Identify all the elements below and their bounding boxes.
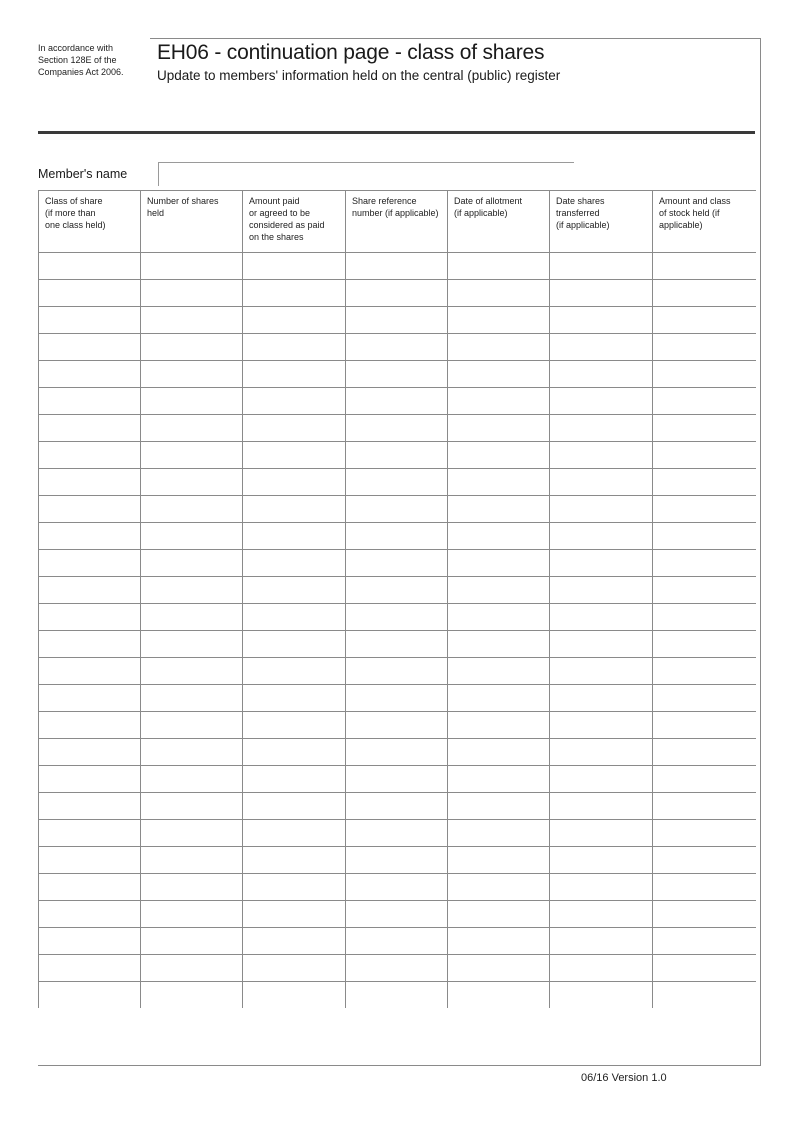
table-cell[interactable] — [653, 874, 756, 901]
table-cell[interactable] — [346, 631, 448, 658]
table-row — [39, 388, 756, 415]
table-cell[interactable] — [448, 955, 550, 982]
table-cell[interactable] — [653, 388, 756, 415]
table-cell[interactable] — [653, 685, 756, 712]
table-row — [39, 928, 756, 955]
table-cell[interactable] — [243, 901, 346, 928]
table-cell[interactable] — [550, 604, 653, 631]
version-label: 06/16 Version 1.0 — [581, 1072, 667, 1084]
table-row — [39, 496, 756, 523]
table-cell[interactable] — [243, 442, 346, 469]
table-cell[interactable] — [346, 928, 448, 955]
table-cell[interactable] — [39, 388, 141, 415]
table-row — [39, 712, 756, 739]
table-cell[interactable] — [550, 901, 653, 928]
table-cell[interactable] — [141, 874, 243, 901]
table-cell[interactable] — [550, 631, 653, 658]
table-cell[interactable] — [243, 712, 346, 739]
table-cell[interactable] — [141, 901, 243, 928]
table-cell[interactable] — [39, 280, 141, 307]
table-row — [39, 847, 756, 874]
table-cell[interactable] — [448, 577, 550, 604]
table-cell[interactable] — [653, 334, 756, 361]
table-cell[interactable] — [346, 280, 448, 307]
table-cell[interactable] — [141, 577, 243, 604]
table-cell[interactable] — [141, 253, 243, 280]
table-cell[interactable] — [141, 307, 243, 334]
table-cell[interactable] — [39, 766, 141, 793]
table-cell[interactable] — [39, 712, 141, 739]
table-row — [39, 901, 756, 928]
table-cell[interactable] — [346, 550, 448, 577]
table-cell[interactable] — [141, 361, 243, 388]
table-cell[interactable] — [550, 280, 653, 307]
table-cell[interactable] — [550, 658, 653, 685]
table-cell[interactable] — [243, 604, 346, 631]
table-cell[interactable] — [346, 307, 448, 334]
frame-top-border — [150, 38, 760, 39]
table-row — [39, 820, 756, 847]
table-cell[interactable] — [39, 496, 141, 523]
table-cell[interactable] — [346, 901, 448, 928]
table-cell[interactable] — [243, 361, 346, 388]
table-cell[interactable] — [550, 469, 653, 496]
table-cell[interactable] — [243, 955, 346, 982]
form-subtitle: Update to members' information held on the central (public) register — [157, 68, 561, 83]
table-cell[interactable] — [550, 793, 653, 820]
column-header-date-transferred: Date shares transferred (if applicable) — [550, 191, 653, 253]
table-row — [39, 955, 756, 982]
legal-note — [38, 42, 148, 78]
table-cell[interactable] — [39, 847, 141, 874]
table-row — [39, 577, 756, 604]
column-header-class-of-share: Class of share (if more than one class held) — [39, 191, 141, 253]
member-name-field[interactable] — [158, 162, 574, 186]
table-cell[interactable] — [346, 658, 448, 685]
table-row — [39, 361, 756, 388]
table-cell[interactable] — [448, 820, 550, 847]
table-cell[interactable] — [653, 712, 756, 739]
table-cell[interactable] — [141, 739, 243, 766]
table-cell[interactable] — [346, 685, 448, 712]
table-cell[interactable] — [550, 739, 653, 766]
legal-note-line: In accordance with — [38, 43, 114, 53]
table-cell[interactable] — [243, 577, 346, 604]
table-cell[interactable] — [141, 712, 243, 739]
table-cell[interactable] — [653, 415, 756, 442]
table-cell[interactable] — [448, 739, 550, 766]
table-cell[interactable] — [550, 982, 653, 1009]
header-divider — [38, 131, 755, 134]
table-cell[interactable] — [550, 955, 653, 982]
table-cell[interactable] — [346, 982, 448, 1009]
table-cell[interactable] — [653, 901, 756, 928]
table-cell[interactable] — [653, 523, 756, 550]
table-cell[interactable] — [653, 496, 756, 523]
table-cell[interactable] — [653, 604, 756, 631]
table-cell[interactable] — [653, 550, 756, 577]
table-cell[interactable] — [448, 361, 550, 388]
table-cell[interactable] — [243, 388, 346, 415]
table-row — [39, 469, 756, 496]
table-cell[interactable] — [346, 874, 448, 901]
table-row — [39, 307, 756, 334]
table-cell[interactable] — [39, 361, 141, 388]
table-cell[interactable] — [39, 901, 141, 928]
table-cell[interactable] — [346, 523, 448, 550]
table-cell[interactable] — [550, 253, 653, 280]
table-cell[interactable] — [448, 847, 550, 874]
table-cell[interactable] — [550, 577, 653, 604]
table-cell[interactable] — [448, 685, 550, 712]
member-name-label: Member's name — [38, 167, 128, 181]
table-cell[interactable] — [243, 631, 346, 658]
table-cell[interactable] — [141, 523, 243, 550]
table-cell[interactable] — [448, 901, 550, 928]
table-cell[interactable] — [653, 739, 756, 766]
table-cell[interactable] — [39, 793, 141, 820]
table-cell[interactable] — [39, 334, 141, 361]
table-cell[interactable] — [653, 928, 756, 955]
table-row — [39, 685, 756, 712]
table-cell[interactable] — [653, 631, 756, 658]
table-cell[interactable] — [141, 982, 243, 1009]
table-cell[interactable] — [39, 253, 141, 280]
table-cell[interactable] — [243, 658, 346, 685]
frame-right-border — [760, 38, 761, 1066]
column-header-amount-and-class-of-stock: Amount and class of stock held (if applicable) — [653, 191, 756, 253]
table-cell[interactable] — [550, 388, 653, 415]
table-cell[interactable] — [448, 523, 550, 550]
table-cell[interactable] — [141, 280, 243, 307]
table-row — [39, 874, 756, 901]
table-cell[interactable] — [550, 550, 653, 577]
table-cell[interactable] — [141, 847, 243, 874]
column-header-share-reference: Share reference number (if applicable) — [346, 191, 448, 253]
table-cell[interactable] — [346, 766, 448, 793]
form-title: EH06 - continuation page - class of shares — [157, 41, 545, 64]
table-cell[interactable] — [448, 631, 550, 658]
legal-note-line: Companies Act 2006. — [38, 67, 124, 77]
table-cell[interactable] — [346, 604, 448, 631]
table-cell[interactable] — [448, 793, 550, 820]
table-cell[interactable] — [243, 874, 346, 901]
table-cell[interactable] — [653, 847, 756, 874]
footer-divider — [38, 1065, 760, 1066]
table-cell[interactable] — [141, 604, 243, 631]
table-cell[interactable] — [653, 766, 756, 793]
table-cell[interactable] — [39, 658, 141, 685]
table-cell[interactable] — [243, 523, 346, 550]
table-row — [39, 442, 756, 469]
table-cell[interactable] — [653, 307, 756, 334]
table-cell[interactable] — [550, 361, 653, 388]
column-header-date-of-allotment: Date of allotment (if applicable) — [448, 191, 550, 253]
column-header-number-of-shares: Number of shares held — [141, 191, 243, 253]
table-cell[interactable] — [141, 955, 243, 982]
table-row — [39, 604, 756, 631]
table-cell[interactable] — [141, 793, 243, 820]
table-cell[interactable] — [39, 523, 141, 550]
table-cell[interactable] — [550, 496, 653, 523]
table-cell[interactable] — [39, 874, 141, 901]
table-cell[interactable] — [653, 253, 756, 280]
table-cell[interactable] — [346, 712, 448, 739]
table-cell[interactable] — [39, 955, 141, 982]
table-cell[interactable] — [243, 496, 346, 523]
table-row — [39, 523, 756, 550]
table-cell[interactable] — [448, 928, 550, 955]
table-cell[interactable] — [448, 388, 550, 415]
table-cell[interactable] — [550, 766, 653, 793]
table-cell[interactable] — [243, 469, 346, 496]
table-cell[interactable] — [243, 550, 346, 577]
table-cell[interactable] — [346, 955, 448, 982]
table-cell[interactable] — [141, 658, 243, 685]
table-cell[interactable] — [39, 307, 141, 334]
table-cell[interactable] — [550, 874, 653, 901]
table-cell[interactable] — [653, 658, 756, 685]
table-cell[interactable] — [448, 442, 550, 469]
table-cell[interactable] — [243, 280, 346, 307]
table-cell[interactable] — [346, 361, 448, 388]
table-cell[interactable] — [346, 793, 448, 820]
table-cell[interactable] — [346, 442, 448, 469]
table-cell[interactable] — [39, 577, 141, 604]
table-cell[interactable] — [653, 280, 756, 307]
table-cell[interactable] — [243, 415, 346, 442]
table-cell[interactable] — [39, 415, 141, 442]
table-cell[interactable] — [243, 793, 346, 820]
shares-table-body — [39, 253, 756, 1009]
table-cell[interactable] — [653, 982, 756, 1009]
table-cell[interactable] — [346, 847, 448, 874]
table-cell[interactable] — [243, 928, 346, 955]
table-cell[interactable] — [550, 685, 653, 712]
table-cell[interactable] — [448, 280, 550, 307]
table-cell[interactable] — [653, 361, 756, 388]
table-cell[interactable] — [39, 550, 141, 577]
table-row — [39, 658, 756, 685]
table-cell[interactable] — [346, 496, 448, 523]
table-cell[interactable] — [39, 604, 141, 631]
table-row — [39, 280, 756, 307]
table-cell[interactable] — [448, 766, 550, 793]
table-cell[interactable] — [448, 307, 550, 334]
table-cell[interactable] — [39, 442, 141, 469]
table-cell[interactable] — [653, 793, 756, 820]
table-cell[interactable] — [141, 469, 243, 496]
table-row — [39, 253, 756, 280]
table-cell[interactable] — [243, 982, 346, 1009]
table-cell[interactable] — [448, 982, 550, 1009]
table-cell[interactable] — [346, 820, 448, 847]
table-cell[interactable] — [243, 739, 346, 766]
table-cell[interactable] — [39, 928, 141, 955]
table-cell[interactable] — [550, 307, 653, 334]
table-row — [39, 415, 756, 442]
table-row — [39, 982, 756, 1009]
table-cell[interactable] — [39, 739, 141, 766]
table-cell[interactable] — [141, 928, 243, 955]
table-cell[interactable] — [141, 334, 243, 361]
table-cell[interactable] — [346, 415, 448, 442]
table-cell[interactable] — [653, 577, 756, 604]
table-cell[interactable] — [346, 739, 448, 766]
table-cell[interactable] — [550, 928, 653, 955]
table-cell[interactable] — [550, 415, 653, 442]
table-cell[interactable] — [243, 820, 346, 847]
table-cell[interactable] — [243, 766, 346, 793]
table-cell[interactable] — [550, 334, 653, 361]
legal-note-line: Section 128E of the — [38, 55, 117, 65]
table-cell[interactable] — [653, 955, 756, 982]
table-row — [39, 793, 756, 820]
table-cell[interactable] — [448, 415, 550, 442]
table-cell[interactable] — [448, 469, 550, 496]
table-cell[interactable] — [550, 523, 653, 550]
table-cell[interactable] — [141, 550, 243, 577]
table-cell[interactable] — [346, 388, 448, 415]
table-cell[interactable] — [448, 874, 550, 901]
table-cell[interactable] — [39, 820, 141, 847]
table-cell[interactable] — [39, 469, 141, 496]
table-cell[interactable] — [550, 820, 653, 847]
shares-table — [38, 190, 756, 1008]
table-cell[interactable] — [243, 685, 346, 712]
table-cell[interactable] — [141, 496, 243, 523]
table-row — [39, 631, 756, 658]
table-cell[interactable] — [141, 415, 243, 442]
table-cell[interactable] — [39, 982, 141, 1009]
table-cell[interactable] — [448, 496, 550, 523]
shares-table-header-row — [39, 191, 756, 253]
column-header-amount-paid: Amount paid or agreed to be considered as paid on the shares — [243, 191, 346, 253]
table-cell[interactable] — [243, 307, 346, 334]
table-cell[interactable] — [141, 631, 243, 658]
table-cell[interactable] — [448, 334, 550, 361]
table-cell[interactable] — [243, 847, 346, 874]
table-cell[interactable] — [141, 388, 243, 415]
table-cell[interactable] — [448, 550, 550, 577]
table-cell[interactable] — [346, 469, 448, 496]
table-cell[interactable] — [141, 685, 243, 712]
table-row — [39, 334, 756, 361]
table-cell[interactable] — [141, 442, 243, 469]
table-cell[interactable] — [653, 820, 756, 847]
table-cell[interactable] — [39, 631, 141, 658]
table-row — [39, 766, 756, 793]
table-cell[interactable] — [448, 604, 550, 631]
table-cell[interactable] — [550, 442, 653, 469]
table-cell[interactable] — [346, 334, 448, 361]
table-cell[interactable] — [653, 442, 756, 469]
table-cell[interactable] — [346, 253, 448, 280]
table-cell[interactable] — [346, 577, 448, 604]
table-cell[interactable] — [550, 712, 653, 739]
table-cell[interactable] — [243, 334, 346, 361]
table-cell[interactable] — [141, 766, 243, 793]
table-cell[interactable] — [448, 658, 550, 685]
table-cell[interactable] — [448, 712, 550, 739]
table-cell[interactable] — [550, 847, 653, 874]
table-cell[interactable] — [39, 685, 141, 712]
table-cell[interactable] — [243, 253, 346, 280]
table-row — [39, 739, 756, 766]
table-cell[interactable] — [448, 253, 550, 280]
table-row — [39, 550, 756, 577]
table-cell[interactable] — [141, 820, 243, 847]
table-cell[interactable] — [653, 469, 756, 496]
